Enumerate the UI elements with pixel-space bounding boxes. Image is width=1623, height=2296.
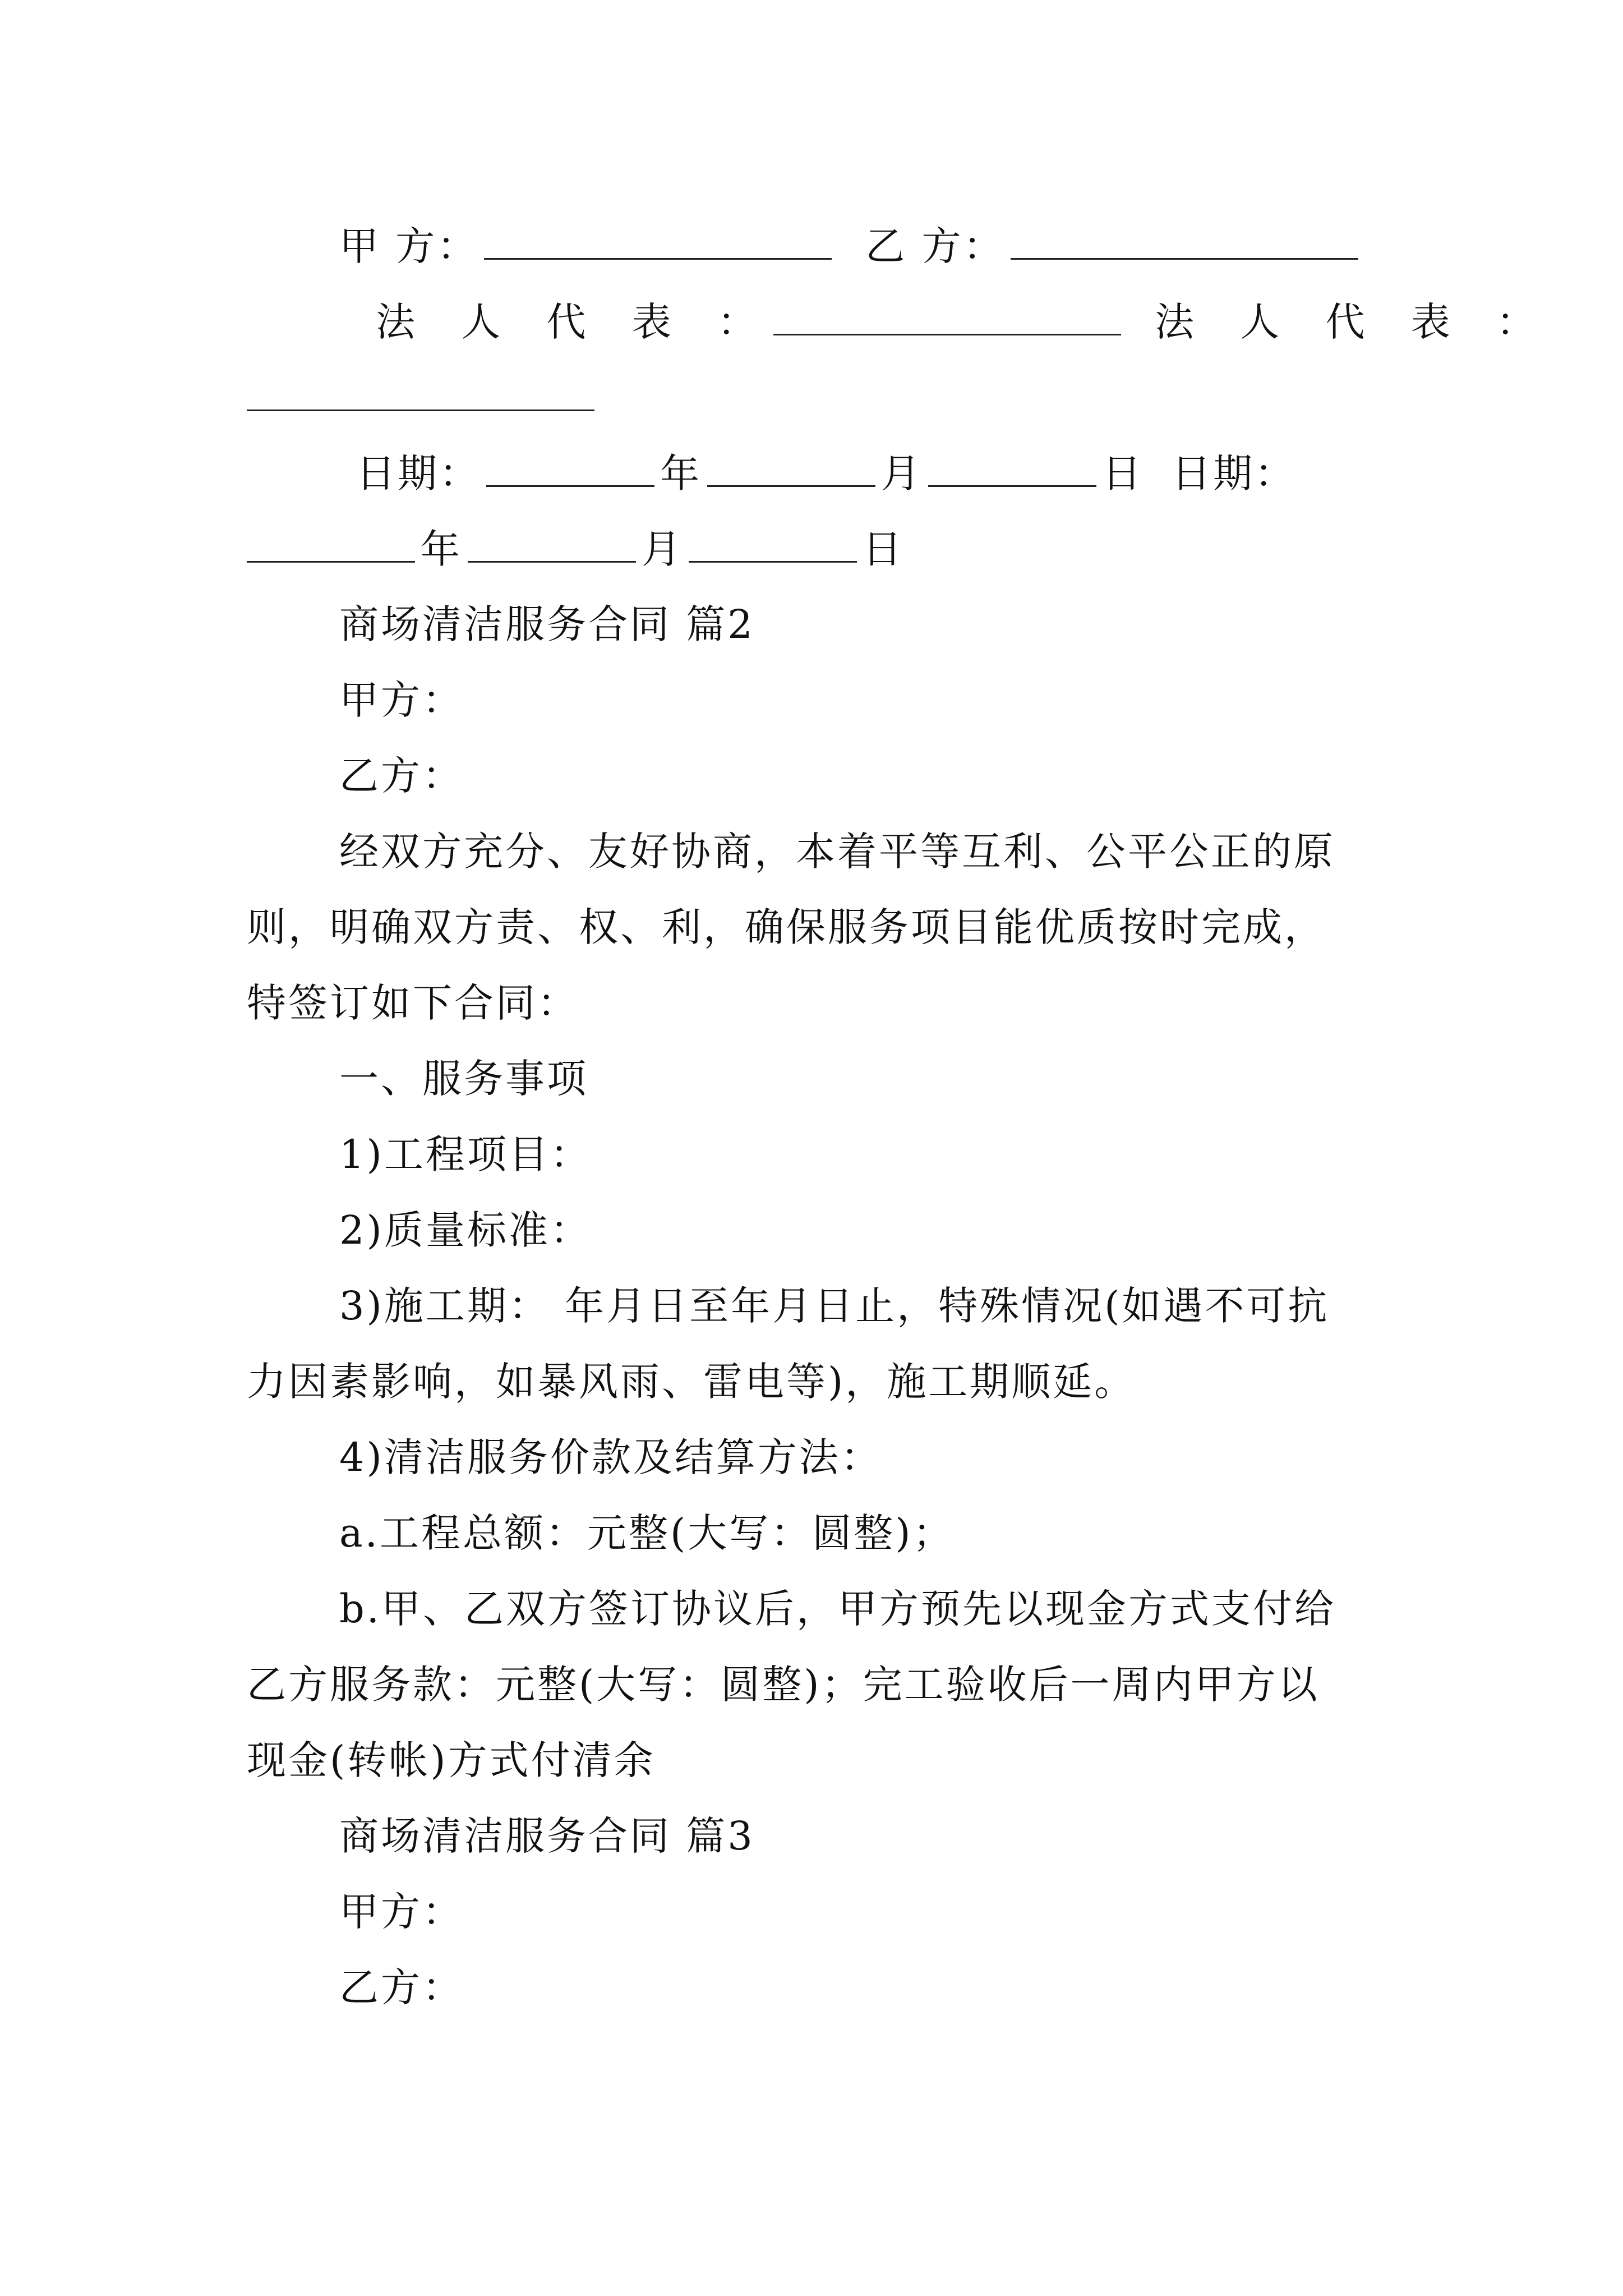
section2-intro-1: 经双方充分、友好协商，本着平等互利、公平公正的原 — [339, 829, 1335, 875]
section2-intro-3: 特签订如下合同： — [247, 980, 579, 1026]
section2-item-b-line-1: b.甲、乙双方签订协议后，甲方预先以现金方式支付给 — [339, 1586, 1336, 1632]
party-a-blank — [484, 219, 832, 260]
party-a-label: 甲 方： — [339, 223, 479, 269]
section2-heading-1: 一、服务事项 — [339, 1056, 588, 1102]
section2-title: 商场清洁服务合同 篇2 — [339, 601, 755, 647]
section2-item-4: 4)清洁服务价款及结算方法： — [339, 1434, 882, 1480]
section2-intro-2: 则，明确双方责、权、利，确保服务项目能优质按时完成， — [247, 904, 1326, 950]
legal-rep-label-b: 法 人 代 表 ： — [1155, 299, 1553, 345]
date-label-a: 日期： — [356, 450, 481, 496]
party-line — [339, 219, 1364, 273]
legal-rep-label-a: 法 人 代 表 ： — [376, 299, 774, 345]
year-label-a: 年 — [660, 450, 702, 496]
year-blank-b — [247, 522, 415, 563]
month-label-b: 月 — [642, 526, 683, 572]
section2-item-a: a.工程总额：元整(大写：圆整)； — [339, 1510, 955, 1556]
year-label-b: 年 — [421, 526, 462, 572]
month-label-a: 月 — [881, 450, 923, 496]
month-blank-a — [707, 446, 875, 487]
day-blank-b — [689, 522, 857, 563]
year-blank-a — [486, 446, 654, 487]
section2-item-3-line-1: 3)施工期： 年月日至年月日止，特殊情况(如遇不可抗 — [339, 1283, 1330, 1329]
section2-item-2: 2)质量标准： — [339, 1207, 592, 1253]
section2-party-a: 甲方： — [339, 677, 464, 723]
section2-item-b-line-3: 现金(转帐)方式付清余 — [247, 1737, 656, 1783]
date-label-b: 日期： — [1172, 450, 1296, 496]
section3-party-b: 乙方： — [339, 1964, 464, 2010]
section2-item-b-line-2: 乙方服务款：元整(大写：圆整)；完工验收后一周内甲方以 — [247, 1662, 1320, 1708]
section2-item-3-line-2: 力因素影响，如暴风雨、雷电等)，施工期顺延。 — [247, 1359, 1136, 1405]
section3-title: 商场清洁服务合同 篇3 — [339, 1813, 755, 1859]
legal-rep-b-blank-line — [247, 370, 600, 425]
section2-party-b: 乙方： — [339, 753, 464, 799]
legal-rep-b-blank — [247, 370, 594, 411]
legal-rep-a-blank — [773, 295, 1121, 335]
day-blank-a — [928, 446, 1096, 487]
day-label-b: 日 — [863, 526, 904, 572]
section2-item-1: 1)工程项目： — [339, 1131, 592, 1177]
party-b-label: 乙 方： — [865, 223, 1005, 269]
legal-rep-line — [376, 295, 1552, 349]
day-label-a: 日 — [1102, 450, 1144, 496]
month-blank-b — [468, 522, 636, 563]
date-line-2 — [247, 522, 904, 576]
party-b-blank — [1011, 219, 1358, 260]
date-line-1 — [356, 446, 1296, 500]
section3-party-a: 甲方： — [339, 1889, 464, 1935]
